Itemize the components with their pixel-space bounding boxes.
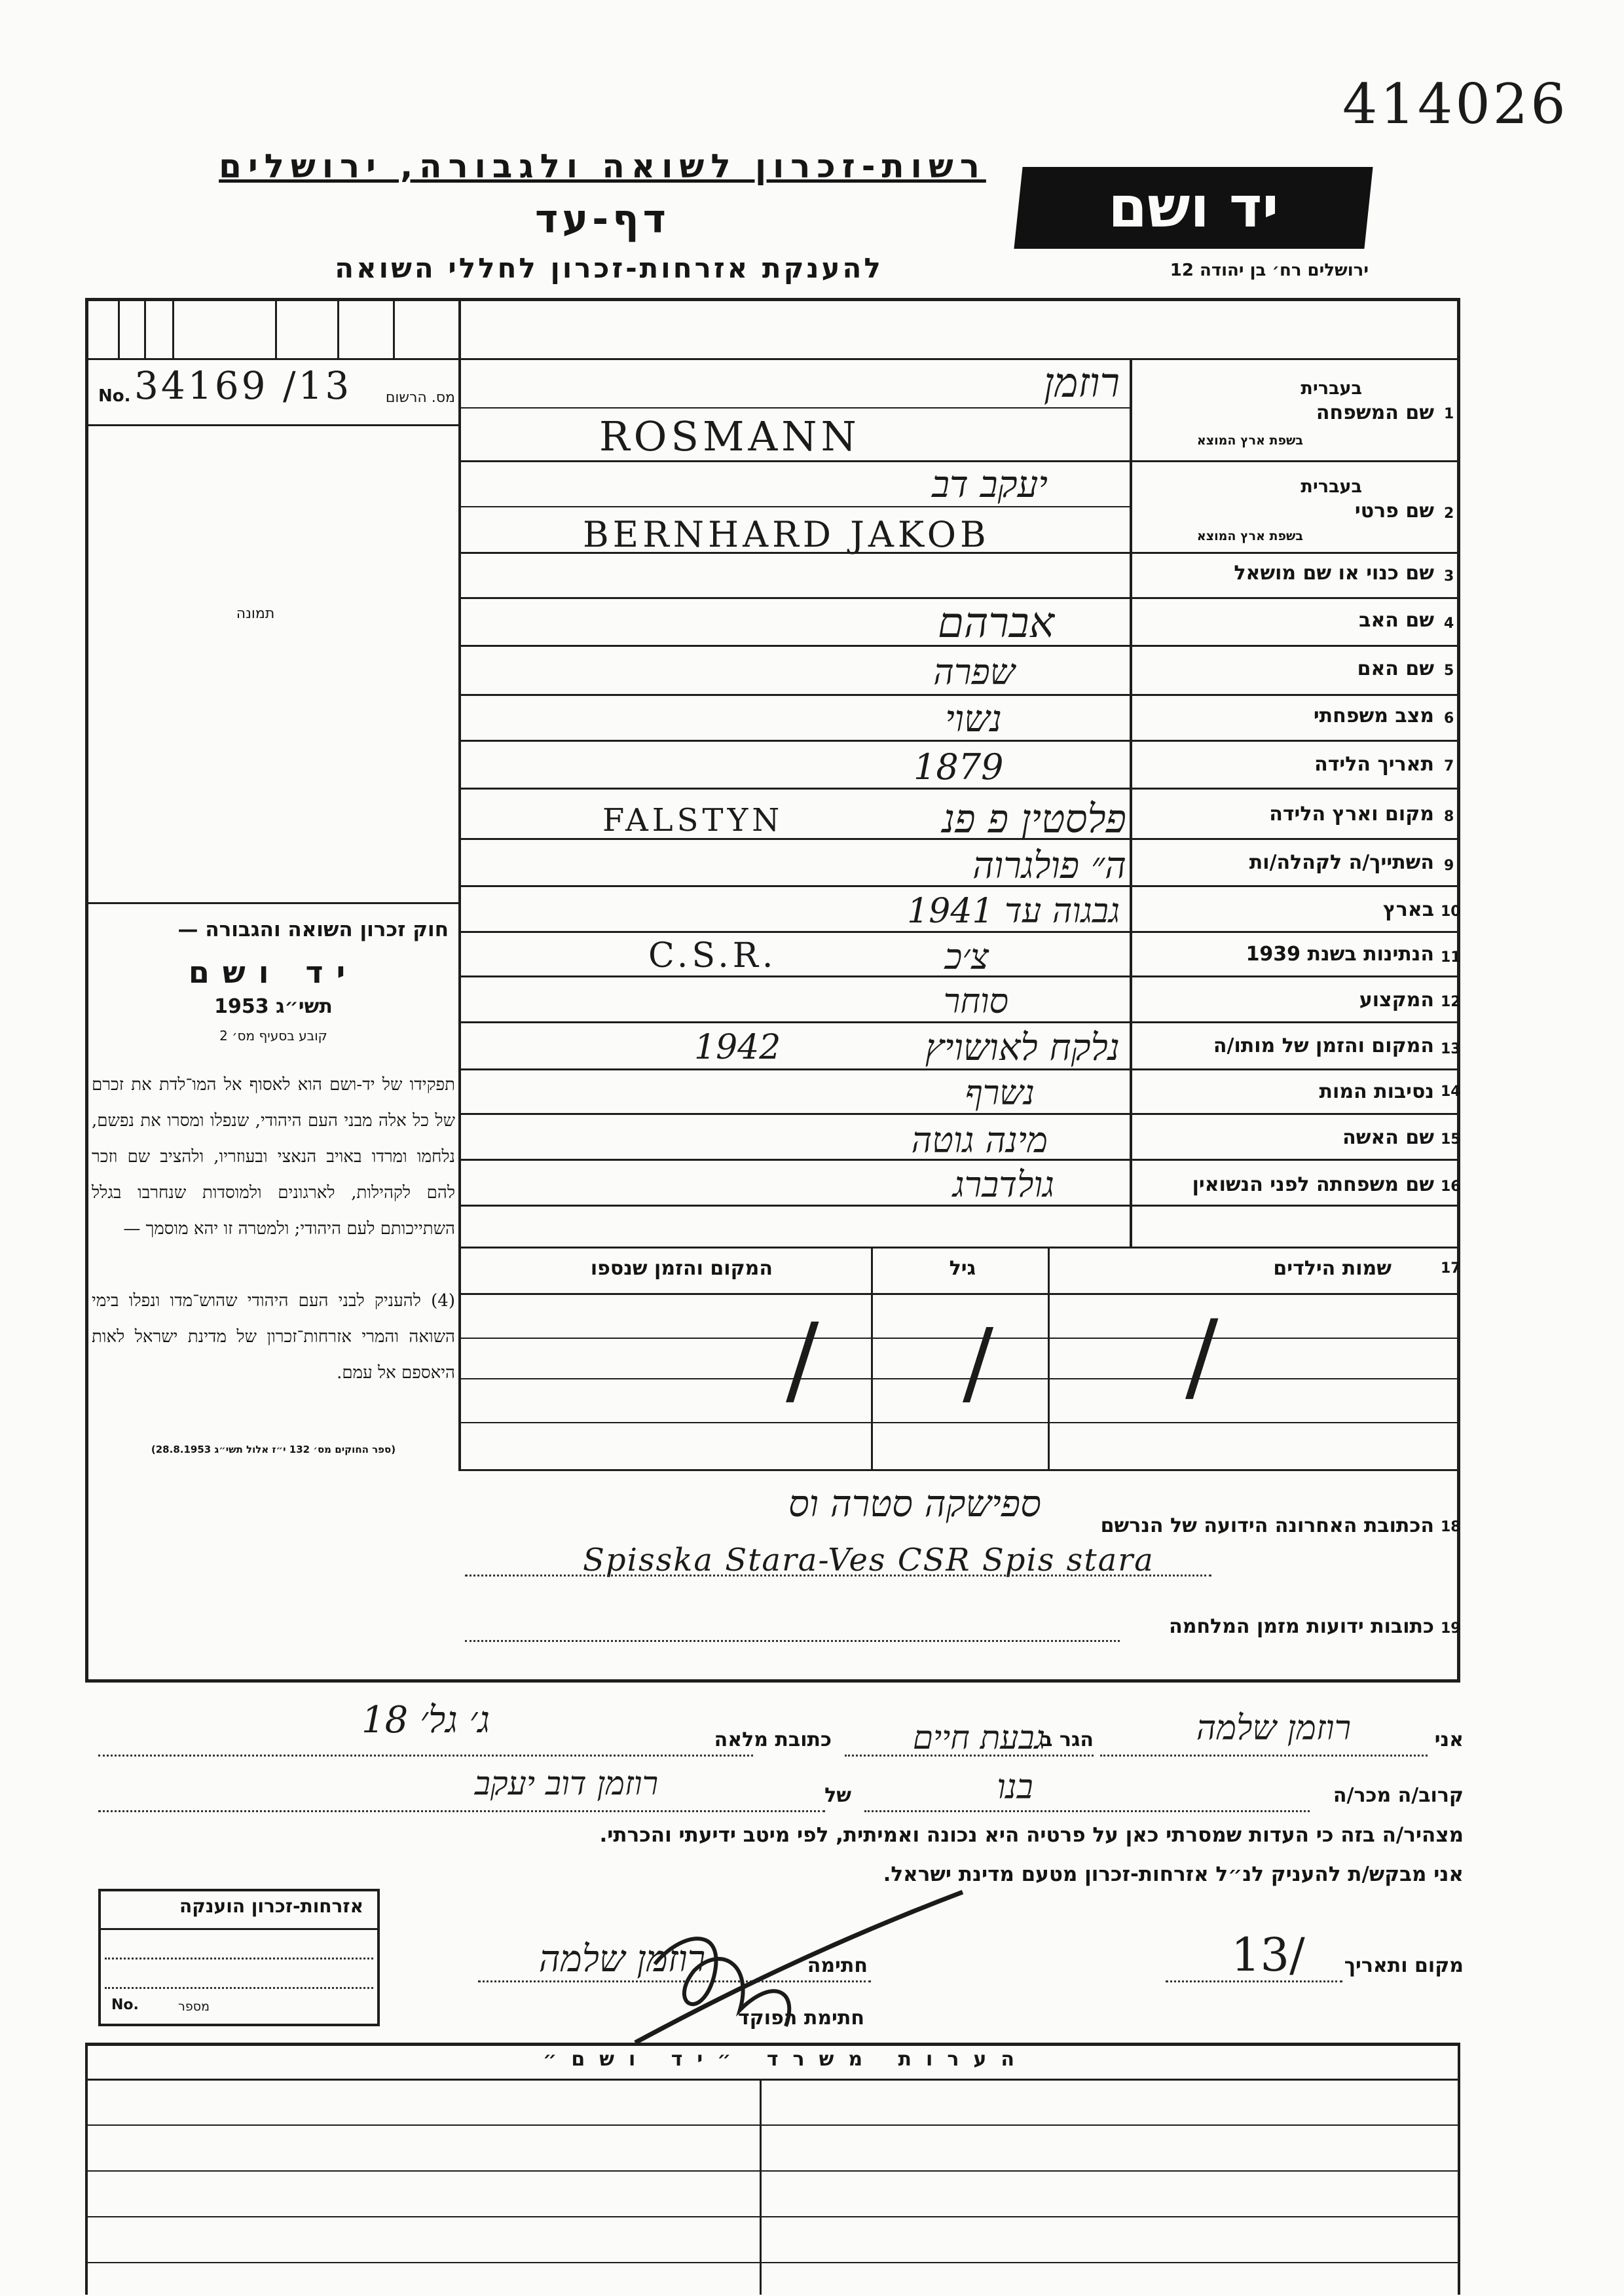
- citizenship-box-dash: [105, 1987, 373, 1989]
- field-5-value: שפרה: [933, 651, 1015, 693]
- field-6-label: מצב משפחתי: [1313, 704, 1434, 727]
- field-4-label: שם האב: [1359, 609, 1434, 632]
- children-slash-names: /: [1185, 1300, 1219, 1413]
- field-8-value: פלסטין פ פנ: [942, 796, 1126, 842]
- field-1-label: שם המשפחה: [1316, 401, 1434, 424]
- logo-address: ירושלים רח׳ בן יהודה 12: [1170, 261, 1369, 280]
- field-7-label: תאריך הלידה: [1314, 753, 1434, 776]
- field-10-value: גבגוה עד 1941: [907, 892, 1120, 931]
- declaration-place-date: מקום ותאריך: [1344, 1954, 1464, 1977]
- declaration-signature: חתימה: [807, 1954, 868, 1977]
- declaration-relative-line: [864, 1810, 1310, 1812]
- field-18-value-latin: Spisska Stara-Ves CSR Spis stara: [583, 1542, 1154, 1578]
- law-paragraph-2: (4) להעניק לבני העם היהודי שהוש־מדו ונפלו בימי השואה והמרי אזרחות־זכרון של מדינת ישראל לאות היאספם אל עמם.: [92, 1291, 455, 1383]
- registration-label: מס. הרשום: [385, 390, 455, 406]
- remarks-row-line: [85, 2124, 1460, 2126]
- declaration-statement-1: מצהיר/ה בזה כי העדות שמסרתי כאן על פרטיה היא נכונה ואמיתית, לפי מיטב ידיעתי והכרתי.: [599, 1823, 1464, 1847]
- field-13-year: 1942: [694, 1028, 781, 1067]
- law-section-line: [85, 902, 458, 904]
- logo-text: יד ושם: [1108, 175, 1279, 240]
- field-19-number: 19: [1441, 1620, 1461, 1637]
- top-strip-tick: [118, 298, 120, 358]
- field-8-number: 8: [1444, 809, 1454, 825]
- citizenship-no-label: No.: [111, 1997, 139, 2013]
- field-16-number: 16: [1441, 1178, 1461, 1195]
- field-1-number: 1: [1444, 406, 1454, 422]
- office-remarks-title: הערות משרד ״יד ושם״: [543, 2048, 1029, 2071]
- children-header-line: [458, 1293, 1460, 1295]
- top-strip-tick: [172, 298, 174, 358]
- row-divider: [458, 1247, 1460, 1248]
- field-6-number: 6: [1444, 710, 1454, 727]
- field-9-value: ה״ פולגרוה: [972, 845, 1126, 887]
- row-subdivider: [458, 407, 1130, 409]
- field-9-number: 9: [1444, 858, 1454, 874]
- field-1-value-hebrew: רוזמן: [1043, 359, 1120, 407]
- declaration-resident: הגר ב: [1041, 1728, 1094, 1751]
- field-6-value: נשוי: [945, 698, 1002, 740]
- remarks-row-line: [85, 2216, 1460, 2217]
- remarks-row-line: [85, 2262, 1460, 2263]
- citizenship-box-line: [98, 1928, 380, 1930]
- children-row-line: [458, 1338, 1460, 1339]
- field-2-value-latin: BERNHARD JAKOB: [583, 514, 990, 555]
- row-divider: [458, 1113, 1460, 1115]
- declaration-relative: קרוב/ה מכר/ה: [1333, 1784, 1464, 1807]
- field-1-value-latin: ROSMANN: [599, 412, 860, 460]
- row-divider: [458, 694, 1460, 696]
- remarks-header-line: [85, 2079, 1460, 2081]
- field-4-value: אברהם: [937, 599, 1054, 647]
- declaration-of-value: רוזמן דוב יעקב: [474, 1764, 659, 1802]
- field-10-label: בארץ: [1382, 898, 1434, 921]
- field-18-label: הכתובת האחרונה הידועה של הנרשם: [1100, 1514, 1434, 1537]
- field-16-value: גולדברג: [952, 1164, 1054, 1205]
- declaration-address-line: [98, 1755, 753, 1757]
- photo-label: תמונה: [236, 606, 275, 622]
- law-citation: (ספר החוקים מס׳ 132 י״ז אלול תשי״ג 28.8.1953): [151, 1444, 396, 1455]
- declaration-ani-value: רוזמן שלמה: [1196, 1709, 1352, 1748]
- field-13-number: 13: [1441, 1041, 1461, 1057]
- declaration-address-value: ג׳ גל׳ 18: [361, 1699, 490, 1741]
- citizenship-number-label: מספר: [178, 1999, 210, 2014]
- declaration-ani: אני: [1434, 1728, 1464, 1751]
- field-7-number: 7: [1444, 758, 1454, 774]
- remarks-row-line: [85, 2170, 1460, 2172]
- law-title: חוק זכרון השואה והגבורה —: [177, 918, 449, 941]
- remarks-left-border: [85, 2043, 88, 2295]
- field-8-value-latin: FALSTYN: [602, 802, 784, 839]
- row-divider: [458, 460, 1460, 462]
- row-divider: [458, 931, 1460, 933]
- field-14-value: נשרף: [965, 1074, 1035, 1113]
- field-18-value: ספישקה סטרה וס: [788, 1483, 1041, 1525]
- law-year: תשי״ג 1953: [214, 995, 333, 1018]
- declaration-of: של: [824, 1784, 851, 1807]
- top-strip-tick: [275, 298, 277, 358]
- children-col-divider: [1048, 1247, 1050, 1469]
- field-3-number: 3: [1444, 568, 1454, 585]
- field-18-number: 18: [1441, 1519, 1461, 1535]
- field-14-label: נסיבות המות: [1319, 1080, 1434, 1103]
- official-signature-label: חתימת הפוקד: [738, 2007, 864, 2030]
- declaration-ani-line: [1100, 1755, 1428, 1757]
- citizenship-box-dash: [105, 1958, 373, 1959]
- children-row-line: [458, 1378, 1460, 1379]
- field-4-number: 4: [1444, 615, 1454, 632]
- field-2-sub-hebrew: בעברית: [1301, 477, 1362, 497]
- top-strip-tick: [393, 298, 395, 358]
- field-5-label: שם האם: [1357, 657, 1434, 680]
- remarks-right-border: [1458, 2043, 1460, 2295]
- registration-no-label: No.: [98, 386, 131, 406]
- citizenship-box-title: אזרחות-זכרון הוענקה: [179, 1895, 363, 1917]
- field-19-label: כתובות ידועות מזמן המלחמה: [1169, 1615, 1434, 1638]
- children-row-line: [458, 1422, 1460, 1423]
- field-16-label: שם משפחתה לפני הנשואין: [1192, 1173, 1434, 1196]
- field-1-sub-origin: בשפת ארץ המוצא: [1196, 433, 1303, 448]
- field-11-value-latin: C.S.R.: [648, 936, 777, 975]
- children-slash-age: /: [963, 1309, 994, 1416]
- declaration-relative-value: בנו: [997, 1768, 1033, 1807]
- archive-number: 414026: [1342, 72, 1568, 136]
- declaration-resident-line: [845, 1755, 1094, 1757]
- field-13-label: המקום והזמן של מותו/ה: [1213, 1034, 1434, 1057]
- declaration-signature-value: רוזמן שלמה: [538, 1938, 706, 1980]
- top-strip-tick: [144, 298, 146, 358]
- registration-line: [85, 424, 458, 426]
- field-8-label: מקום וארץ הלידה: [1269, 803, 1434, 826]
- declaration-place-date-line: [1166, 1980, 1342, 1982]
- field-12-value: סוחר: [943, 982, 1008, 1021]
- form-title: דף-עד: [535, 196, 670, 242]
- declaration-full-address: כתובת מלאה: [714, 1728, 832, 1751]
- children-names-header: שמות הילדים: [1273, 1257, 1392, 1280]
- remarks-top-line: [85, 2043, 1460, 2046]
- declaration-place-date-value: 13/: [1231, 1928, 1305, 1982]
- law-name: יד ושם: [188, 955, 359, 990]
- declaration-statement-2: אני מבקש/ת להעניק לנ״ל אזרחות-זכרון מטעם מדינת ישראל.: [883, 1863, 1464, 1886]
- children-col-divider: [871, 1247, 873, 1469]
- field-1-sub-hebrew: בעברית: [1301, 378, 1362, 399]
- yad-vashem-logo: [1014, 167, 1373, 249]
- field-19-line: [465, 1640, 1120, 1642]
- law-paragraph-1: תפקידו של יד-ושם הוא לאסוף אל המו־לדת את זכרם של כל אלה מבני העם היהודי, שנפלו ומסרו את נפשם, נלחמו ומרדו באויב הנאצי ובעוזריו, ולהציב שם וזכר להם לקהילות, לארגונים ולמוסדות שנחרבו בגלל השתייכותם לעם היהודי; ולמטרה זו יהא מוסמך —: [92, 1075, 455, 1239]
- field-15-value: מינה גוטה: [911, 1120, 1048, 1161]
- field-2-value-hebrew: יעקב דב: [931, 464, 1048, 506]
- form-subtitle: להענקת אזרחות-זכרון לחללי השואה: [335, 252, 883, 284]
- official-signature-stroke: [629, 1886, 969, 2062]
- top-strip-tick: [337, 298, 339, 358]
- field-9-label: השתייך/ה לקהלה/ות: [1249, 851, 1434, 874]
- children-slash-place: /: [786, 1303, 819, 1417]
- field-10-number: 10: [1441, 903, 1461, 920]
- field-7-value: 1879: [913, 746, 1004, 788]
- field-2-sub-origin: בשפת ארץ המוצא: [1196, 529, 1303, 543]
- registration-number: 34169 /13: [134, 363, 352, 408]
- field-15-label: שם האשה: [1342, 1126, 1434, 1149]
- field-11-number: 11: [1441, 949, 1461, 966]
- field-11-label: הנתינות בשנת 1939: [1246, 943, 1434, 966]
- field-5-number: 5: [1444, 663, 1454, 679]
- official-signature-svg: [629, 1886, 969, 2062]
- field-18-line: [465, 1575, 1211, 1576]
- field-12-label: המקצוע: [1359, 989, 1434, 1011]
- declaration-resident-value: גבעת חיים: [912, 1719, 1046, 1757]
- declaration-of-line: [98, 1810, 825, 1812]
- org-title: רשות-זכרון לשואה ולגבורה, ירושלים: [219, 147, 986, 185]
- field-2-number: 2: [1444, 505, 1454, 522]
- field-12-number: 12: [1441, 994, 1461, 1010]
- left-column-divider: [458, 298, 461, 1471]
- children-place-header: המקום והזמן שנספו: [590, 1257, 773, 1280]
- children-age-header: גיל: [949, 1257, 976, 1280]
- row-divider: [458, 1021, 1460, 1023]
- children-row-line: [458, 1469, 1460, 1471]
- field-3-label: שם כנוי או שם מושאל: [1234, 562, 1434, 585]
- row-subdivider: [458, 506, 1130, 507]
- field-11-value: צ׳כ: [944, 936, 989, 977]
- law-section: קובע בסעיף מס׳ 2: [219, 1028, 327, 1044]
- field-14-number: 14: [1441, 1084, 1461, 1100]
- row-divider: [458, 788, 1460, 790]
- top-strip-line: [85, 358, 1460, 360]
- field-17-number: 17: [1441, 1260, 1461, 1277]
- field-13-value: נלקח לאושויץ: [925, 1027, 1120, 1069]
- field-15-number: 15: [1441, 1131, 1461, 1148]
- field-2-label: שם פרטי: [1354, 500, 1434, 522]
